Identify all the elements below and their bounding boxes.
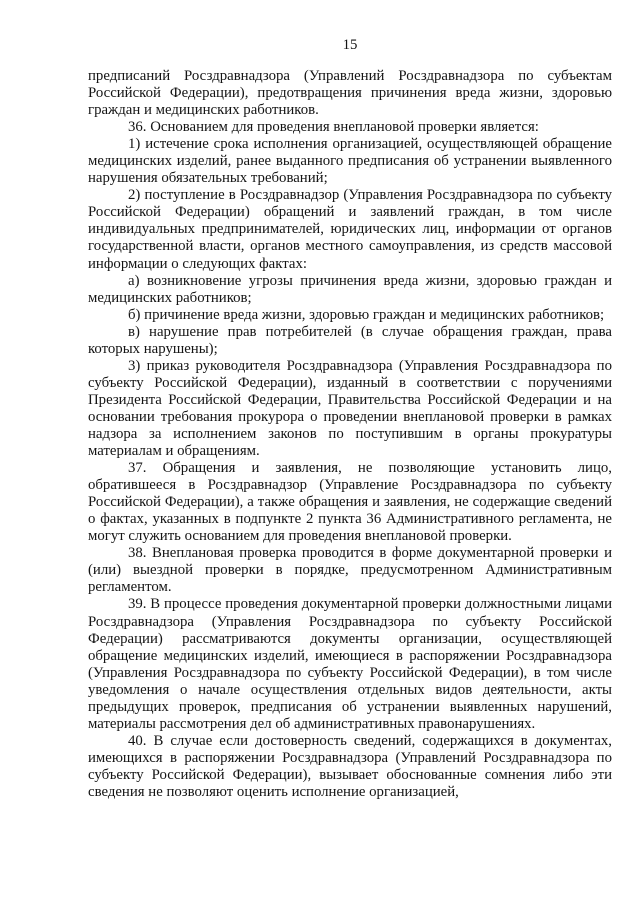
paragraph-36-item-3: 3) приказ руководителя Росздравнадзора (Управления Росздравнадзора по субъекту Российской Федерации), изданный в соответствии с поручениями Президента Российской Федерации, Правительства Российской Федерации и на основании требования прокурора о проведении внеплановой проверки в рамках надзора за исполнением законов по поступившим в органы прокуратуры материалам и обращениям. <box>88 357 612 460</box>
paragraph-38: 38. Внеплановая проверка проводится в форме документарной проверки и (или) выездной проверки в порядке, предусмотренном Административным регламентом. <box>88 545 612 596</box>
paragraph-40: 40. В случае если достоверность сведений, содержащихся в документах, имеющихся в распоряжении Росздравнадзора (Управлений Росздравнадзора по субъекту Российской Федерации), вызывает обоснованные сомнения либо эти сведения не позволяют оценить исполнение организацией, <box>88 732 612 800</box>
paragraph-36-heading: 36. Основанием для проведения внеплановой проверки является: <box>128 119 539 136</box>
document-page <box>88 36 612 801</box>
paragraph-36-item-1: 1) истечение срока исполнения организацией, осуществляющей обращение медицинских изделий, ранее выданного предписания об устранении выявленного нарушения обязательных требований; <box>88 136 612 187</box>
paragraph-39: 39. В процессе проведения документарной проверки должностными лицами Росздравнадзора (Управления Росздравнадзора по субъекту Российской Федерации) рассматриваются документы организации, осуществляющей обращение медицинских изделий, имеющиеся в распоряжении Росздравнадзора (Управления Росздравнадзора по субъекту Российской Федерации), в том числе уведомления о начале осуществления отдельных видов деятельности, акты предыдущих проверок, предписания об устранении выявленных нарушений, материалы рассмотрения дел об административных правонарушениях. <box>88 596 612 732</box>
paragraph-36-item-2c: в) нарушение прав потребителей (в случае обращения граждан, права которых нарушены); <box>88 323 612 357</box>
paragraph-36-item-2b: б) причинение вреда жизни, здоровью граждан и медицинских работников; <box>128 306 605 323</box>
paragraph-36-item-2: 2) поступление в Росздравнадзор (Управления Росздравнадзора по субъекту Российской Федерации) обращений и заявлений граждан, в том числе индивидуальных предпринимателей, юридических лиц, информации от органов государственной власти, органов местного самоуправления, из средств массовой информации о следующих фактах: <box>88 187 612 272</box>
page-number: 15 <box>342 37 358 53</box>
paragraph-37: 37. Обращения и заявления, не позволяющие установить лицо, обратившееся в Росздравнадзор (Управление Росздравнадзора по субъекту Российской Федерации), а также обращения и заявления, не содержащие сведений о фактах, указанных в подпункте 2 пункта 36 Административного регламента, не могут служить основанием для проведения внеплановой проверки. <box>88 460 612 545</box>
paragraph-continuation: предписаний Росздравнадзора (Управлений Росздравнадзора по субъектам Российской Федерации), предотвращения причинения вреда жизни, здоровью граждан и медицинских работников. <box>88 68 612 119</box>
paragraph-36-item-2a: а) возникновение угрозы причинения вреда жизни, здоровью граждан и медицинских работников; <box>88 272 612 306</box>
